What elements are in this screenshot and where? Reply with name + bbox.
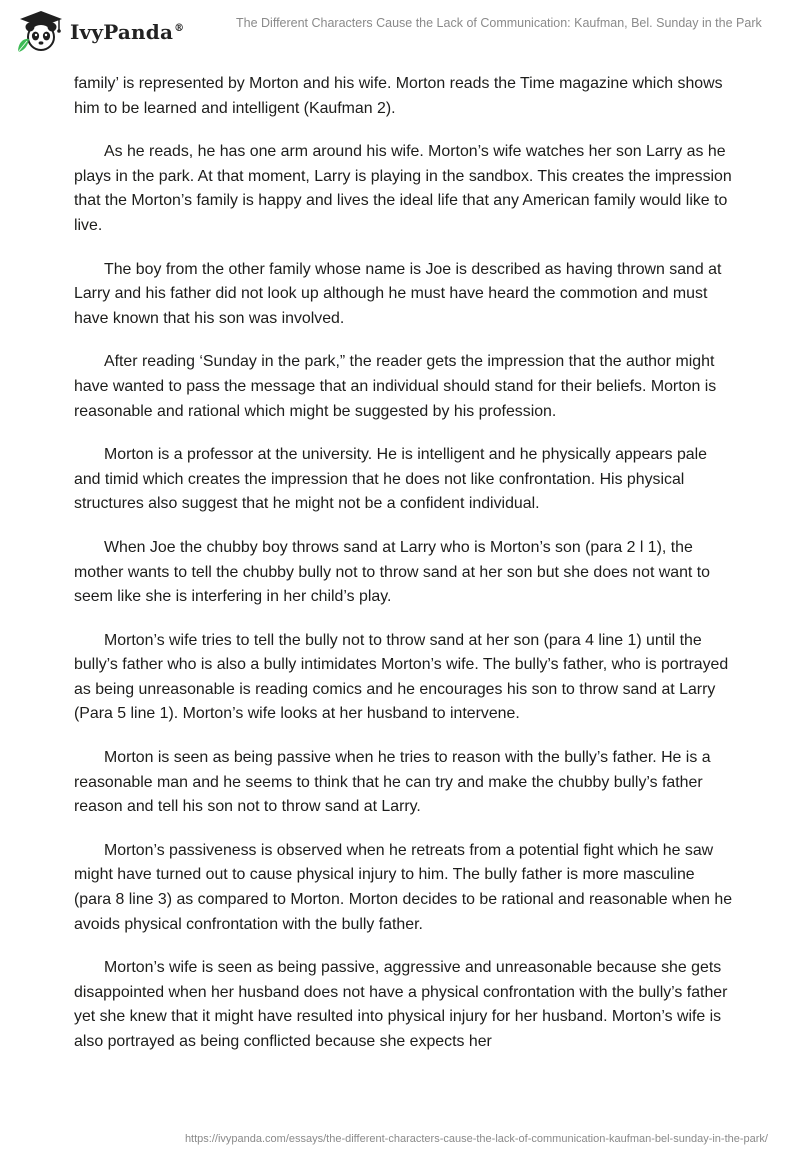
paragraph: Morton’s wife tries to tell the bully not to throw sand at her son (para 4 line 1) until the bully’s father who is also a bully intimidates Morton’s wife. The bully’s father, who is portrayed as being unreasonable is reading comics and he encourages his son to throw sand at Larry (Para 5 line 1). Morton’s wife looks at her husband to intervene. <box>74 631 729 723</box>
panda-graduate-icon <box>14 8 64 54</box>
page-header <box>0 0 800 60</box>
brand-name: IvyPanda® <box>70 20 185 44</box>
paragraph: Morton’s wife is seen as being passive, aggressive and unreasonable because she gets disappointed when her husband does not have a physical confrontation with the bully’s father yet she knew that it might have resulted into physical injury for her husband. Morton’s wife is also portrayed as being conflicted because she expects her <box>74 959 728 1050</box>
paragraph: Morton is a professor at the university. He is intelligent and he physically appears pale and timid which creates the impression that he does not like confrontation. His physical structures also suggest that he might not be a confident individual. <box>74 446 707 513</box>
paragraph: family’ is represented by Morton and his wife. Morton reads the Time magazine which shows him to be learned and intelligent (Kaufman 2). <box>74 75 723 117</box>
registered-mark: ® <box>174 23 185 35</box>
paragraph: When Joe the chubby boy throws sand at Larry who is Morton’s son (para 2 l 1), the mother wants to tell the chubby bully not to throw sand at her son but she does not want to seem like she is interfering in her child’s play. <box>74 538 711 606</box>
paragraph: As he reads, he has one arm around his wife. Morton’s wife watches her son Larry as he plays in the park. At that moment, Larry is playing in the sandbox. This creates the impression that the Morton’s family is happy and lives the ideal life that any American family would like to live. <box>74 143 732 234</box>
source-url-link[interactable]: https://ivypanda.com/essays/the-different-characters-cause-the-lack-of-communication-kaufman-bel-sunday-in-the-park/ <box>184 1133 768 1145</box>
paragraph: Morton’s passiveness is observed when he retreats from a potential fight which he saw might have turned out to cause physical injury to him. The bully father is more masculine (para 8 line 3) as compared to Morton. Morton decides to be rational and reasonable when he avoids physical confrontation with the bully father. <box>74 841 733 933</box>
paragraph: After reading ‘Sunday in the park,” the reader gets the impression that the author might have wanted to pass the message that an individual should stand for their beliefs. Morton is reasonable and rational which might be suggested by his profession. <box>74 353 717 420</box>
document-title: The Different Characters Cause the Lack of Communication: Kaufman, Bel. Sunday in the Park <box>236 16 762 30</box>
paragraph: The boy from the other family whose name is Joe is described as having thrown sand at Larry and his father did not look up although he must have heard the commotion and must have known that his son was involved. <box>74 260 722 327</box>
essay-body <box>74 72 734 1074</box>
paragraph: Morton is seen as being passive when he tries to reason with the bully’s father. He is a reasonable man and he seems to think that he can try and make the chubby bully’s father reason and tell his son not to throw sand at Larry. <box>74 749 711 816</box>
ivypanda-logo[interactable] <box>14 8 184 54</box>
